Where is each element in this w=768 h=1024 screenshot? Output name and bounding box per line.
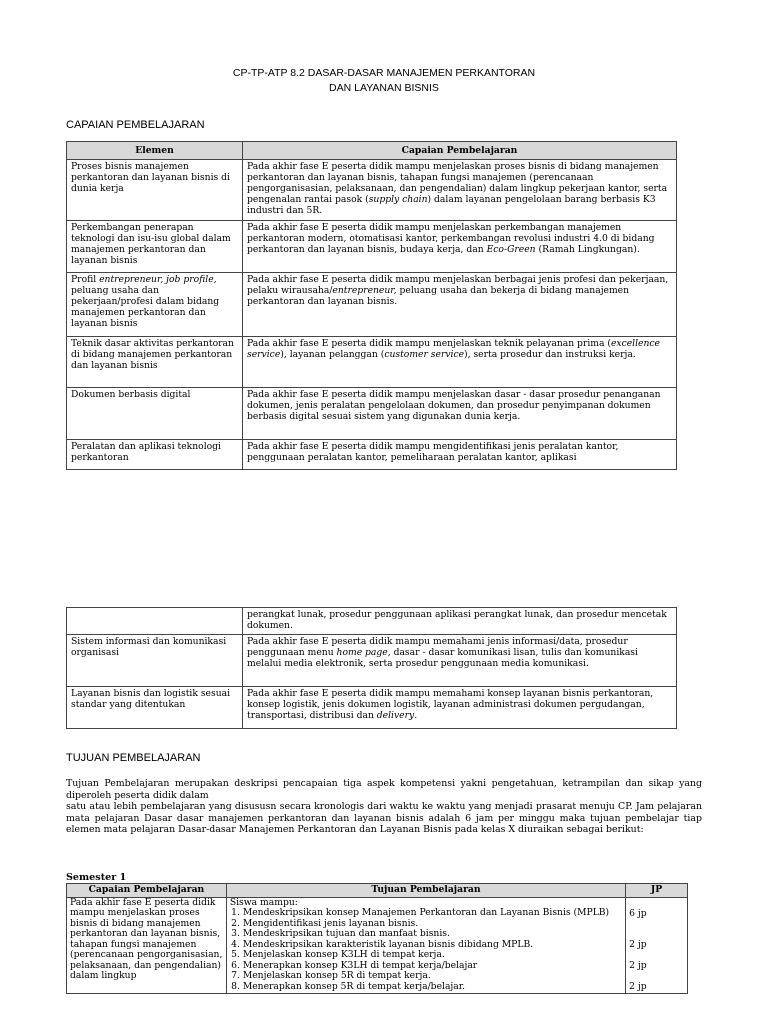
table-row [67,687,677,729]
list-item: 2. Mengidentifikasi jenis layanan bisnis. [243,919,622,930]
table-row [67,440,677,470]
elemen-cell: Dokumen berbasis digital [67,388,243,440]
col-tp-header: Tujuan Pembelajaran [226,884,625,898]
elemen-cell [67,608,243,635]
list-item: 1. Mendeskripsikan konsep Manajemen Perkantoran dan Layanan Bisnis (MPLB) [243,908,622,919]
elemen-cell: Profil entrepreneur, job profile, peluang usaha dan pekerjaan/profesi dalam bidang manajemen perkantoran dan layanan bisnis [67,273,243,337]
elemen-cell: Peralatan dan aplikasi teknologi perkantoran [67,440,243,470]
cp-cell: Pada akhir fase E peserta didik mampu mengidentifikasi jenis peralatan kantor, penggunaan peralatan kantor, pemeliharaan peralatan kantor, aplikasi [243,440,677,470]
elemen-cell: Perkembangan penerapan teknologi dan isu-isu global dalam manajemen perkantoran dan layanan bisnis [67,221,243,273]
list-item: 3. Mendeskripsikan tujuan dan manfaat bisnis. [243,929,622,940]
cp-cell: Pada akhir fase E peserta didik mampu menjelaskan dasar - dasar prosedur penanganan dokumen, jenis peralatan pengelolaan dokumen, dan prosedur penyimpanan dokumen berbasis digital sesuai sistem yang digunakan dunia kerja. [243,388,677,440]
col-elemen-header: Elemen [67,142,243,160]
semester-table [66,883,688,994]
table-row [67,388,677,440]
semester-header-row [67,884,688,898]
document-title [0,66,768,96]
capaian-table-continued [66,607,677,729]
cp-cell: Pada akhir fase E peserta didik mampu memahami konsep layanan bisnis perkantoran, konsep logistik, jenis dokumen logistik, layanan administrasi dokumen pergudangan, transportasi, distribusi dan delivery. [243,687,677,729]
cp-cell: Pada akhir fase E peserta didik mampu menjelaskan berbagai jenis profesi dan pekerjaan, pelaku wirausaha/entrepreneur, peluang usaha dan bekerja di bidang manajemen perkantoran dan layanan bisnis. [243,273,677,337]
jp-value: 2 jp [629,960,647,971]
list-item: 8. Menerapkan konsep 5R di tempat kerja/belajar. [243,982,622,993]
tp-list [230,908,622,992]
table-row [67,273,677,337]
cp-cell: perangkat lunak, prosedur penggunaan aplikasi perangkat lunak, dan prosedur mencetak dokumen. [243,608,677,635]
capaian-table [66,141,677,470]
table-row [67,897,688,993]
col-cp-header: Capaian Pembelajaran [67,884,227,898]
col-cp-header: Capaian Pembelajaran [243,142,677,160]
table-row [67,221,677,273]
tujuan-paragraph-2: satu atau lebih pembelajaran yang disususn secara kronologis dari waktu ke waktu yang menjadi prasarat menuju CP. Jam pelajaran mata pelajaran Dasar dasar manajemen perkantoran dan layanan bisnis adalah 6 jam per minggu maka tujuan pembelajar tiap elemen mata pelajaran Dasar-dasar Manajemen Perkantoran dan Layanan Bisnis pada kelas X diuraikan sebagai berikut: [66,801,702,835]
table-row [67,160,677,221]
tujuan-heading: TUJUAN PEMBELAJARAN [66,752,201,764]
title-line-2: DAN LAYANAN BISNIS [329,82,439,94]
jp-value [629,919,684,930]
list-item: 7. Menjelaskan konsep 5R di tempat kerja. [243,971,622,982]
table-row [67,635,677,687]
jp-cell [626,897,688,993]
elemen-cell: Teknik dasar aktivitas perkantoran di bidang manajemen perkantoran dan layanan bisnis [67,337,243,388]
tp-intro: Siswa mampu: [229,896,298,908]
capaian-heading: CAPAIAN PEMBELAJARAN [66,119,205,131]
list-item: 5. Menjelaskan konsep K3LH di tempat kerja. [243,950,622,961]
cp-cell: Pada akhir fase E peserta didik mampu menjelaskan perkembangan manajemen perkantoran modern, otomatisasi kantor, perkembangan revolusi industri 4.0 di bidang perkantoran dan layanan bisnis, budaya kerja, dan Eco-Green (Ramah Lingkungan). [243,221,677,273]
elemen-cell: Sistem informasi dan komunikasi organisasi [67,635,243,687]
jp-value: 2 jp [629,981,647,992]
elemen-cell: Layanan bisnis dan logistik sesuai standar yang ditentukan [67,687,243,729]
list-item: 6. Menerapkan konsep K3LH di tempat kerja/belajar [243,961,622,972]
jp-value: 2 jp [629,939,647,950]
capaian-header-row [67,142,677,160]
cp-cell: Pada akhir fase E peserta didik mampu menjelaskan proses bisnis di bidang manajemen perkantoran dan layanan bisnis, tahapan fungsi manajemen (perencanaan pengorganisasian, pelaksanaan, dan pengendalian) dalam lingkup pekerjaan kantor, serta pengenalan rantai pasok (supply chain) dalam layanan pengelolaan barang berbasis K3 industri dan 5R. [243,160,677,221]
table-row [67,608,677,635]
semester-cp-cell: Pada akhir fase E peserta didik mampu menjelaskan proses bisnis di bidang manajemen perkantoran dan layanan bisnis, tahapan fungsi manajemen (perencanaan pengorganisasian, pelaksanaan, dan pengendalian) dalam lingkup [67,897,227,993]
elemen-cell: Proses bisnis manajemen perkantoran dan layanan bisnis di dunia kerja [67,160,243,221]
list-item: 4. Mendeskripsikan karakteristik layanan bisnis dibidang MPLB. [243,940,622,951]
semester-tp-cell [226,897,625,993]
cp-cell: Pada akhir fase E peserta didik mampu memahami jenis informasi/data, prosedur penggunaan menu home page, dasar - dasar komunikasi lisan, tulis dan komunikasi melalui media elektronik, serta prosedur penggunaan media komunikasi. [243,635,677,687]
col-jp-header: JP [626,884,688,898]
jp-value: 6 jp [629,907,647,919]
table-row [67,337,677,388]
title-line-1: CP-TP-ATP 8.2 DASAR-DASAR MANAJEMEN PERKANTORAN [232,67,536,79]
cp-cell: Pada akhir fase E peserta didik mampu menjelaskan teknik pelayanan prima (excellence service), layanan pelanggan (customer service), serta prosedur dan instruksi kerja. [243,337,677,388]
tujuan-paragraph-1: Tujuan Pembelajaran merupakan deskripsi pencapaian tiga aspek kompetensi yakni pengetahuan, ketrampilan dan sikap yang diperoleh peserta didik dalam [66,778,702,801]
semester-label: Semester 1 [66,872,127,883]
